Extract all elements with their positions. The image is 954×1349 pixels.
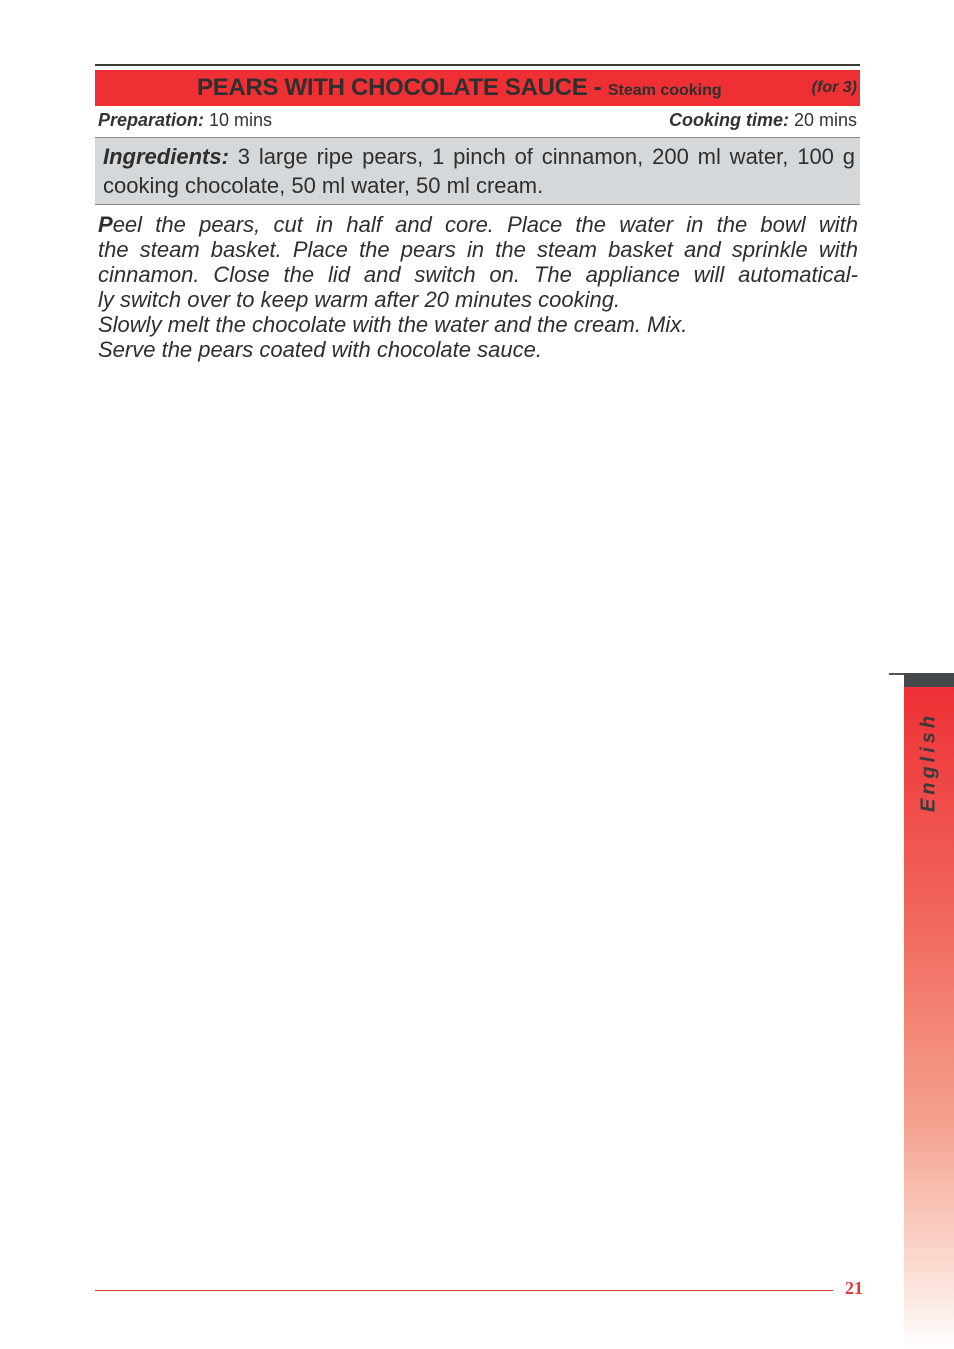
servings: (for 3) — [811, 79, 857, 96]
drop-cap: P — [98, 212, 113, 237]
instructions — [98, 212, 858, 362]
cooking-method: Steam cooking — [607, 82, 722, 99]
preparation-time — [98, 110, 272, 131]
instruction-line: cinnamon. Close the lid and switch on. The appliance will automatical- — [98, 262, 858, 287]
ingredients-list: 3 large ripe pears, 1 pinch of cinnamon, 200 ml water, 100 g cooking chocolate, 50 ml water, 50 ml cream. — [103, 144, 855, 198]
ingredients-label: Ingredients: — [103, 144, 229, 169]
ingredients-box — [95, 137, 860, 205]
top-divider — [95, 64, 860, 66]
recipe-title-text: PEARS WITH CHOCOLATE SAUCE - — [197, 74, 608, 101]
instruction-line: the steam basket. Place the pears in the steam basket and sprinkle with — [98, 237, 858, 262]
instruction-line: ly switch over to keep warm after 20 minutes cooking. — [98, 287, 621, 312]
cooking-value: 20 mins — [788, 110, 857, 130]
footer-divider — [95, 1290, 833, 1291]
instruction-line-text: eel the pears, cut in half and core. Place the water in the bowl with — [112, 212, 858, 237]
instruction-line: Serve the pears coated with chocolate sauce. — [98, 337, 542, 362]
times-row — [95, 108, 860, 134]
cooking-label: Cooking time: — [668, 110, 789, 130]
side-tab-top — [904, 673, 954, 687]
ingredients — [103, 142, 855, 200]
recipe-title — [197, 74, 722, 102]
language-label: English — [917, 711, 940, 813]
page-number: 21 — [845, 1278, 863, 1298]
instruction-line — [98, 212, 858, 237]
preparation-label: Preparation: — [98, 110, 205, 130]
preparation-value: 10 mins — [204, 110, 273, 130]
instruction-line: Slowly melt the chocolate with the water and the cream. Mix. — [98, 312, 688, 337]
cooking-time — [669, 110, 857, 131]
recipe-title-bar — [95, 70, 860, 106]
